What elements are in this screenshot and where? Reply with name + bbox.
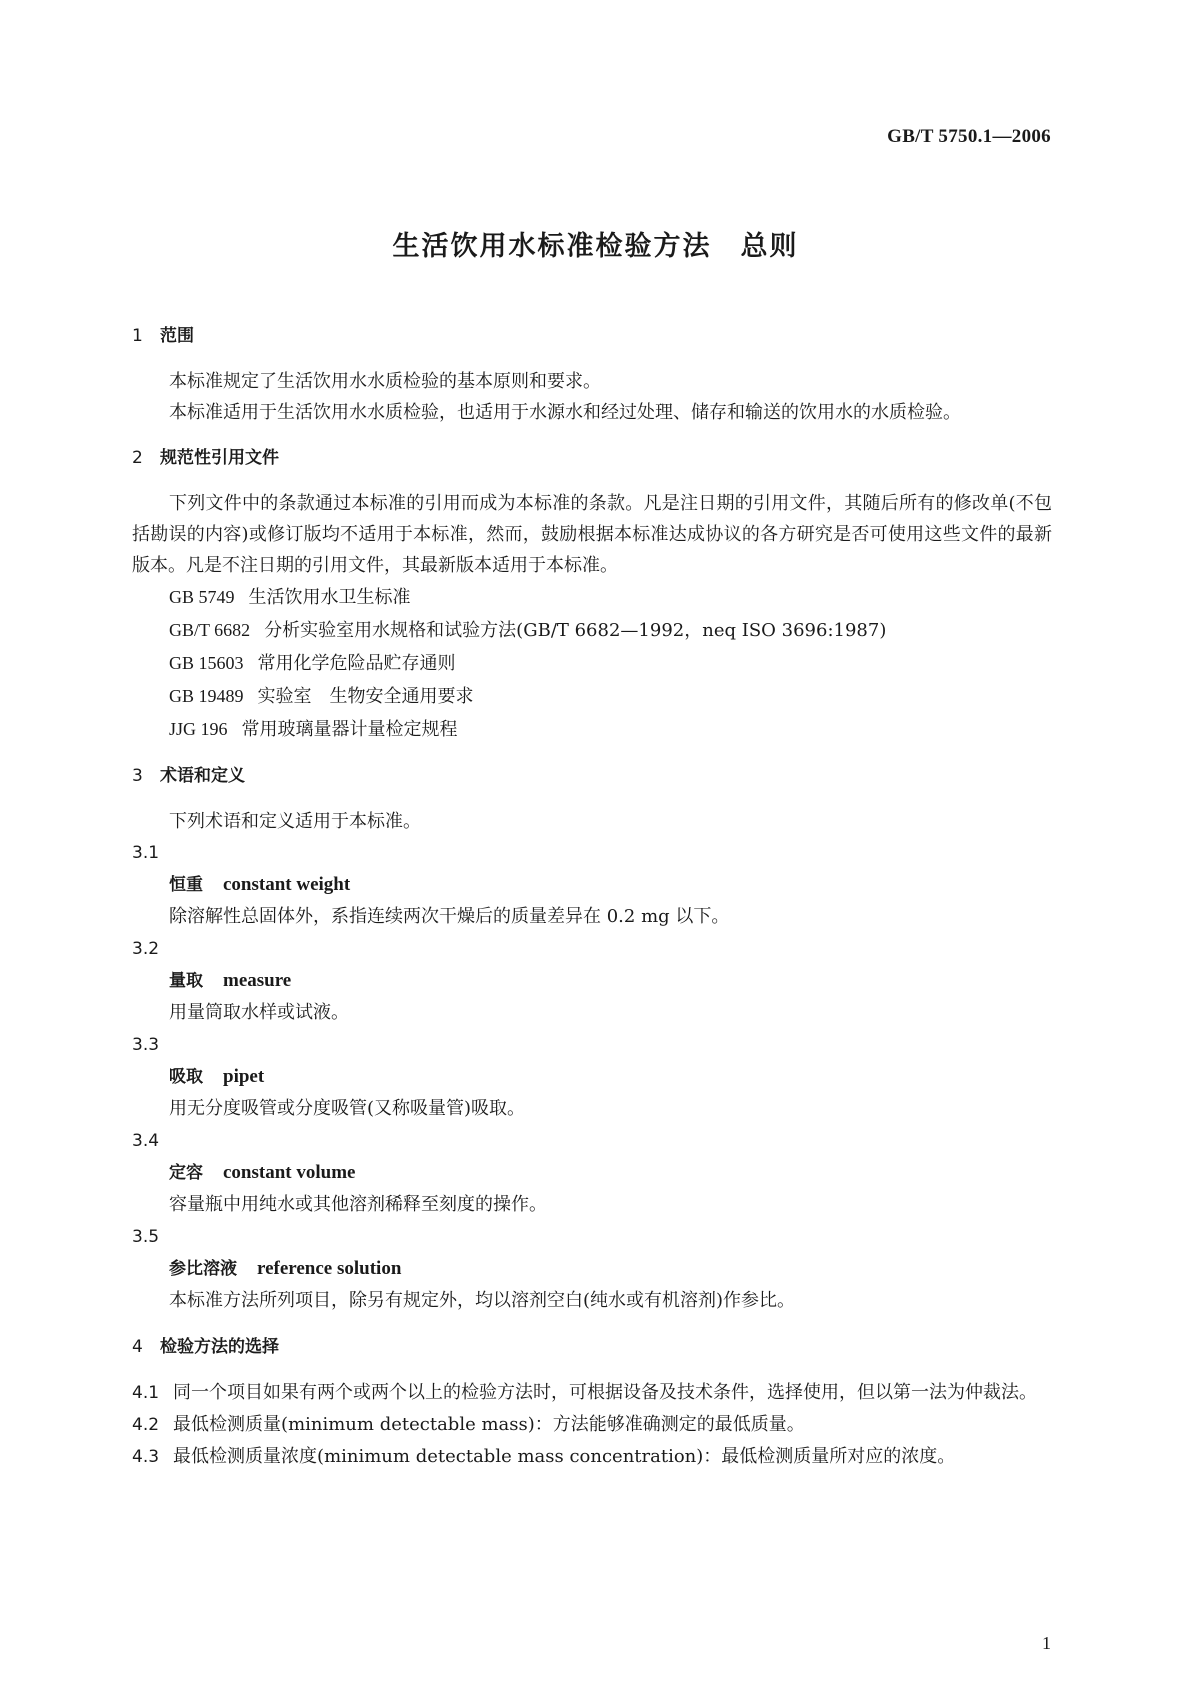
reference-title: 常用化学危险品贮存通则 <box>257 653 456 674</box>
section-number: 1 <box>132 326 143 346</box>
clause-text: 最低检测质量(minimum detectable mass)：方法能够准确测定的最低质量。 <box>173 1414 805 1435</box>
reference-title: 分析实验室用水规格和试验方法(GB/T 6682—1992，neq ISO 3696:1987) <box>264 620 887 641</box>
clause-item <box>132 1441 1052 1473</box>
term-english: pipet <box>223 1066 265 1087</box>
scope-paragraph-2: 本标准适用于生活饮用水水质检验，也适用于水源水和经过处理、储存和输送的饮用水的水质检验。 <box>169 402 961 423</box>
document-title: 生活饮用水标准检验方法 总则 <box>392 231 799 262</box>
term-heading <box>132 1157 1052 1189</box>
term-heading <box>132 869 1052 901</box>
reference-item <box>132 680 1052 713</box>
term-heading <box>132 965 1052 997</box>
reference-code: GB 15603 <box>169 653 244 673</box>
term-definition: 用无分度吸管或分度吸管(又称吸量管)吸取。 <box>169 1098 526 1119</box>
term-english: reference solution <box>257 1258 402 1279</box>
reference-code: GB 19489 <box>169 686 244 706</box>
reference-item <box>132 614 1052 647</box>
clause-text: 同一个项目如果有两个或两个以上的检验方法时，可根据设备及技术条件，选择使用，但以第一法为仲裁法。 <box>173 1382 1038 1403</box>
reference-item <box>132 713 1052 746</box>
clause-number: 4.3 <box>132 1447 160 1467</box>
section-number: 3 <box>132 766 143 786</box>
reference-code: JJG 196 <box>169 719 228 739</box>
clause-text: 最低检测质量浓度(minimum detectable mass concentration)：最低检测质量所对应的浓度。 <box>173 1446 956 1467</box>
section-title: 检验方法的选择 <box>160 1337 279 1357</box>
section-4-heading <box>132 1331 1052 1363</box>
term-definition: 本标准方法所列项目，除另有规定外，均以溶剂空白(纯水或有机溶剂)作参比。 <box>169 1290 796 1311</box>
term-number: 3.4 <box>132 1131 160 1151</box>
terms-intro-paragraph: 下列术语和定义适用于本标准。 <box>169 811 421 832</box>
section-number: 2 <box>132 448 143 468</box>
section-title: 范围 <box>160 326 194 346</box>
scope-paragraph-1: 本标准规定了生活饮用水水质检验的基本原则和要求。 <box>169 371 601 392</box>
reference-title: 生活饮用水卫生标准 <box>248 587 411 608</box>
term-number: 3.3 <box>132 1035 160 1055</box>
reference-title: 常用玻璃量器计量检定规程 <box>241 719 458 740</box>
clause-number: 4.1 <box>132 1383 160 1403</box>
section-3-heading <box>132 760 1052 792</box>
term-chinese: 定容 <box>169 1163 203 1183</box>
term-definition: 容量瓶中用纯水或其他溶剂稀释至刻度的操作。 <box>169 1194 547 1215</box>
standard-number: GB/T 5750.1—2006 <box>887 126 1051 147</box>
clause-item <box>132 1409 1052 1441</box>
document-body <box>132 320 1052 1473</box>
term-chinese: 吸取 <box>169 1067 203 1087</box>
section-1-heading <box>132 320 1052 352</box>
term-chinese: 量取 <box>169 971 203 991</box>
reference-item <box>132 581 1052 614</box>
section-2-heading <box>132 442 1052 474</box>
term-number: 3.5 <box>132 1227 160 1247</box>
normative-references-paragraph: 下列文件中的条款通过本标准的引用而成为本标准的条款。凡是注日期的引用文件，其随后所有的修改单(不包括勘误的内容)或修订版均不适用于本标准，然而，鼓励根据本标准达成协议的各方研究是否可使用这些文件的最新版本。凡是不注日期的引用文件，其最新版本适用于本标准。 <box>132 493 1052 576</box>
term-chinese: 参比溶液 <box>169 1259 237 1279</box>
term-number: 3.2 <box>132 939 160 959</box>
term-english: constant volume <box>223 1162 356 1183</box>
term-english: measure <box>223 970 292 991</box>
term-definition: 除溶解性总固体外，系指连续两次干燥后的质量差异在 0.2 mg 以下。 <box>169 906 730 927</box>
section-title: 规范性引用文件 <box>160 448 279 468</box>
term-heading <box>132 1253 1052 1285</box>
reference-code: GB/T 6682 <box>169 620 251 640</box>
page-number: 1 <box>1042 1633 1051 1653</box>
reference-title: 实验室 生物安全通用要求 <box>257 686 474 707</box>
term-number: 3.1 <box>132 843 160 863</box>
term-chinese: 恒重 <box>169 875 203 895</box>
term-definition: 用量筒取水样或试液。 <box>169 1002 349 1023</box>
clause-item <box>132 1377 1052 1409</box>
term-heading <box>132 1061 1052 1093</box>
section-title: 术语和定义 <box>160 766 245 786</box>
section-number: 4 <box>132 1337 143 1357</box>
reference-item <box>132 647 1052 680</box>
clause-number: 4.2 <box>132 1415 160 1435</box>
reference-code: GB 5749 <box>169 587 235 607</box>
term-english: constant weight <box>223 874 351 895</box>
